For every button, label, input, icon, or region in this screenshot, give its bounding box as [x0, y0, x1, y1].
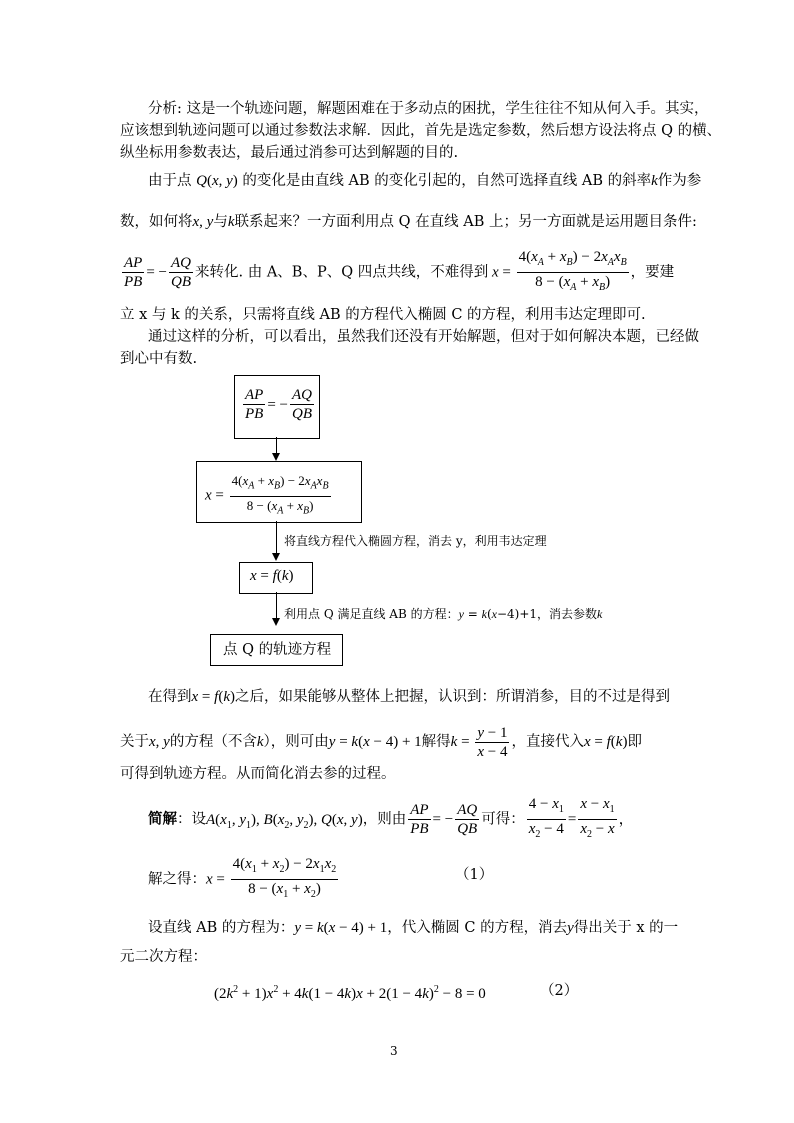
para2-text-a: 由于点 — [148, 173, 192, 189]
flow-label-2-b: ，消去参数 — [537, 607, 598, 621]
solution-label: 简解 — [148, 810, 177, 828]
solve-line: 解之得：x = $\frac{4(x_1 + x_2) - 2x_1x_2}{8 - (x_1 + x_2)}$ — [148, 855, 340, 904]
para1-line3: 纵坐标用参数表达，最后通过消参可达到解题的目的. — [120, 145, 459, 161]
line-para: 设直线 AB 的方程为：y = k(x − 4) + 1，代入椭圆 C 的方程，消去y得出关于 x 的一 — [148, 920, 679, 936]
para4-text-a: 来转化. 由 A、B、P、Q 四点共线，不难得到 — [195, 264, 489, 281]
para8: 关于x, y的方程（不含k），则可由y = k(x − 4) + 1解得k = $\frac{y - 1}{x - 4}$ ，直接代入x = f(k)即 — [120, 724, 642, 760]
solve-text-a: 解之得： — [148, 871, 206, 888]
para8-text-d: 解得 — [421, 734, 451, 750]
flow-box-x-fk: x = f(k) — [239, 562, 313, 594]
sol-text-c: 可得： — [481, 811, 525, 828]
para6-line2: 到心中有数. — [120, 351, 198, 367]
point-q-xy: Q — [196, 173, 207, 189]
flow-connector-1 — [276, 437, 277, 453]
para2-text-c: 作为参 — [657, 173, 702, 189]
slope-k: k — [651, 173, 658, 189]
sol-text-b: ，则由 — [362, 811, 407, 828]
flow-box-locus — [210, 634, 343, 666]
flow-connector-2 — [276, 521, 277, 553]
para1-line1: 分析: 这是一个轨迹问题，解题困难在于多动点的困扰，学生往往不知从何入手。其实， — [148, 101, 709, 117]
line-text-c: 得出关于 x 的一 — [573, 920, 679, 936]
flow-box-locus-label: 点 Q 的轨迹方程 — [223, 642, 332, 658]
para7-text-b: 之后，如果能够从整体上把握，认识到：所谓消参，目的不过是得到 — [234, 689, 670, 705]
arrow-down-icon — [272, 618, 280, 626]
flow-connector-3 — [276, 592, 277, 618]
para7-text-a: 在得到 — [148, 689, 192, 705]
flow-box-x-formula: x = $\frac{4(x_A + x_B) - 2x_Ax_B}{8 - (x_A + x_B)}$ — [196, 461, 362, 523]
ratio-aq-qb: $\frac{AQ}{QB}$ — [171, 255, 191, 290]
page-number: 3 — [390, 1044, 398, 1058]
flow-label-1: 将直线方程代入椭圆方程，消去 y，利用韦达定理 — [284, 534, 547, 548]
para9: 可得到轨迹方程。从而简化消去参的过程。 — [120, 766, 396, 782]
para5: 立 x 与 k 的关系，只需将直线 AB 的方程代入椭圆 C 的方程，利用韦达定理即可. — [120, 307, 646, 323]
para8-text-e: ，直接代入 — [511, 734, 584, 750]
line-para-2: 元二次方程： — [120, 949, 207, 965]
para2-text-b: 的变化是由直线 AB 的变化引起的，自然可选择直线 AB 的斜率 — [242, 173, 652, 189]
x-formula: $\frac{4(x_A + x_B) - 2x_Ax_B}{8 - (x_A + x_B)}$ — [518, 249, 627, 293]
flow-label-2-a: 利用点 Q 满足直线 AB 的方程： — [284, 607, 459, 621]
para8-text-f: 即 — [627, 734, 642, 750]
para3-text-b: 与 — [213, 214, 228, 230]
arrow-down-icon — [272, 553, 280, 561]
equation-number-1: （1） — [455, 867, 494, 883]
ratio-ap-pb: $\frac{AP}{PB}$ — [124, 255, 143, 290]
para1-line2: 应该想到轨迹问题可以通过参数法求解．因此，首先是选定参数，然后想方设法将点 Q 的横、 — [120, 123, 722, 139]
line-text-a: 设直线 AB 的方程为： — [148, 920, 295, 936]
k-fraction: $\frac{y - 1}{x - 4}$ — [477, 724, 508, 760]
para3: 数，如何将x, y与k联系起来？一方面利用点 Q 在直线 AB 上；另一方面就是运用题目条件: — [120, 214, 697, 230]
para2: 由于点 Q(x, y) 的变化是由直线 AB 的变化引起的，自然可选择直线 AB 的斜率k作为参 — [148, 173, 702, 189]
para8-text-a: 关于 — [120, 734, 149, 750]
para8-text-b: 的方程（不含 — [169, 734, 257, 750]
flow-label-2: 利用点 Q 满足直线 AB 的方程：y = k(x−4)+1，消去参数k — [284, 607, 603, 621]
arrow-down-icon — [272, 453, 280, 461]
para8-text-c: ），则可由 — [263, 734, 329, 750]
equation-2: $(2k^2 + 1)x^2 + 4k(1 - 4k)x + 2(1 - 4k)^2 - 8 = 0$ — [214, 984, 486, 1002]
para7: 在得到x = f(k)之后，如果能够从整体上把握，认识到：所谓消参，目的不过是得到 — [148, 689, 670, 705]
para4: $\frac{AP}{PB}$ = − $\frac{AQ}{QB}$ 来转化. 由 A、B、P、Q 四点共线，不难得到 x = $\frac{4(x_A + x_B) - 2x_Ax_B}{8 - (x_A + x_B)}$ ，要建 — [120, 248, 674, 297]
para6-line1: 通过这样的分析，可以看出，虽然我们还没有开始解题，但对于如何解决本题，已经做 — [148, 329, 699, 345]
flow-box-ratio: $\frac{AP}{PB}$ = − $\frac{AQ}{QB}$ — [234, 375, 320, 439]
equation-number-2: （2） — [540, 983, 579, 999]
sol-text-a: ：设 — [177, 811, 206, 828]
line-text-b: ，代入椭圆 C 的方程，消去 — [387, 920, 568, 936]
eq1-fraction: $\frac{4(x_1 + x_2) - 2x_1x_2}{8 - (x_1 + x_2)}$ — [232, 856, 337, 900]
para3-text-c: 联系起来？一方面利用点 Q 在直线 AB 上；另一方面就是运用题目条件: — [234, 214, 697, 230]
para4-text-b: ，要建 — [630, 264, 675, 281]
solution-line: 简解：设$A(x_1$, $y_1$), $B(x_2$, $y_2$), Q(x, y)，则由 $\frac{AP}{PB}$ = − $\frac{AQ}{QB}$ 可得： $\frac{4 - x_1}{x_2 - 4}$ = $\frac{x - x_1}{x_2 - x}$ ， — [148, 796, 634, 840]
para3-text-a: 数，如何将 — [120, 214, 193, 230]
